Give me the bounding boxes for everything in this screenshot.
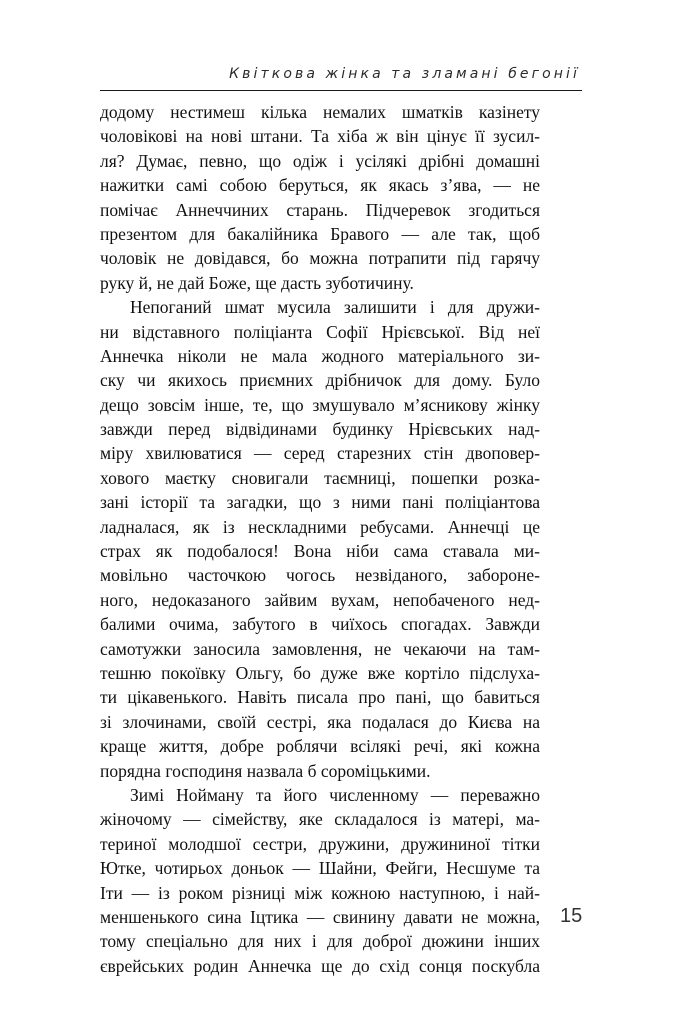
text-line: Ютке, чотирьох доньок — Шайни, Фейги, Несшуме та: [100, 858, 540, 879]
text-line: мовільно часточкою чогось незвіданого, заборонe-: [100, 565, 540, 586]
text-line: єврейських родин Аннечка ще до схід сонця поскубла: [100, 955, 540, 976]
text-line: зані історії та загадки, що з ними пані поліціантова: [100, 492, 540, 513]
text-line: териної молодшої сестри, дружини, дружининої тітки: [100, 833, 540, 854]
body-text: [100, 100, 540, 978]
running-head-title: Квіткова жінка та зламані бегонії: [229, 66, 580, 82]
text-line: самотужки заносила замовлення, не чекаючи на там-: [100, 638, 540, 659]
text-line: Зимі Нойману та його численному — переважно: [130, 784, 540, 805]
text-line: Аннечка ніколи не мала жодного матеріального зи-: [100, 345, 540, 366]
text-line: презентом для бакалійника Бравого — але так, щоб: [100, 223, 540, 244]
text-line: помічає Аннеччиних старань. Підчеревок згодиться: [100, 199, 540, 220]
text-line: краще життя, добре роблячи всілякі речі, які кожна: [100, 736, 540, 757]
text-line: додому нестимеш кілька немалих шматків казінету: [100, 102, 540, 122]
text-line: ску чи якихось приємних дрібничок для дому. Було: [100, 370, 540, 391]
text-line: ля? Думає, певно, що одіж і усілякі дрібні домашні: [100, 150, 540, 171]
text-line: чоловік не довідався, бо можна потрапити під гарячу: [100, 248, 540, 269]
text-line: ного, недоказаного зайвим вухам, непобаченого нед-: [100, 589, 540, 610]
text-line: хового маєтку сновигали таємниці, пошепки розка-: [100, 467, 540, 488]
text-line: Іти — із роком різниці між кожною наступною, і най-: [100, 882, 540, 903]
text-line: нажитки самі собою беруться, як якась з’ява, — не: [100, 175, 540, 196]
text-line: меншенького сина Іцтика — свинину давати не можна,: [100, 906, 540, 927]
text-line: ни відставного поліціанта Софії Нрієвської. Від неї: [100, 321, 540, 342]
text-line: міру хвилюватися — серед старезних стін двоповер-: [100, 443, 540, 464]
text-line: чоловікові на нові штани. Та хіба ж він цінує її зусил-: [100, 126, 540, 147]
text-line: ладналася, як із нескладними ребусами. Аннечці це: [100, 516, 540, 537]
text-line: жіночому — сімейству, яке складалося із матері, ма-: [100, 809, 540, 830]
text-line: ти цікавенького. Навіть писала про пані, що бавиться: [100, 687, 540, 708]
text-line: зі злочинами, своїй сестрі, яка подалася до Києва на: [100, 711, 540, 732]
text-line: страх як подобалося! Вона ніби сама ставала ми-: [100, 541, 540, 562]
text-line: дещо зовсім інше, те, що змушувало м’ясникову жінку: [100, 394, 540, 415]
text-line: руку й, не дай Боже, ще дасть зуботичину.: [100, 272, 414, 293]
page-number: 15: [560, 905, 583, 927]
header-rule: [100, 90, 582, 91]
text-line: завжди перед відвідинами будинку Нрієвських над-: [100, 419, 540, 440]
text-line: Непоганий шмат мусила залишити і для дружи-: [130, 297, 540, 318]
text-line: балими очима, забутого в чиїхось спогадах. Завжди: [100, 614, 540, 635]
text-line: тешню покоївку Ольгу, бо дуже вже кортіло підслуха-: [100, 662, 540, 683]
text-line: порядна господиня назвала б сороміцькими.: [100, 760, 431, 781]
text-line: тому спеціально для них і для доброї дюжини інших: [100, 931, 540, 952]
